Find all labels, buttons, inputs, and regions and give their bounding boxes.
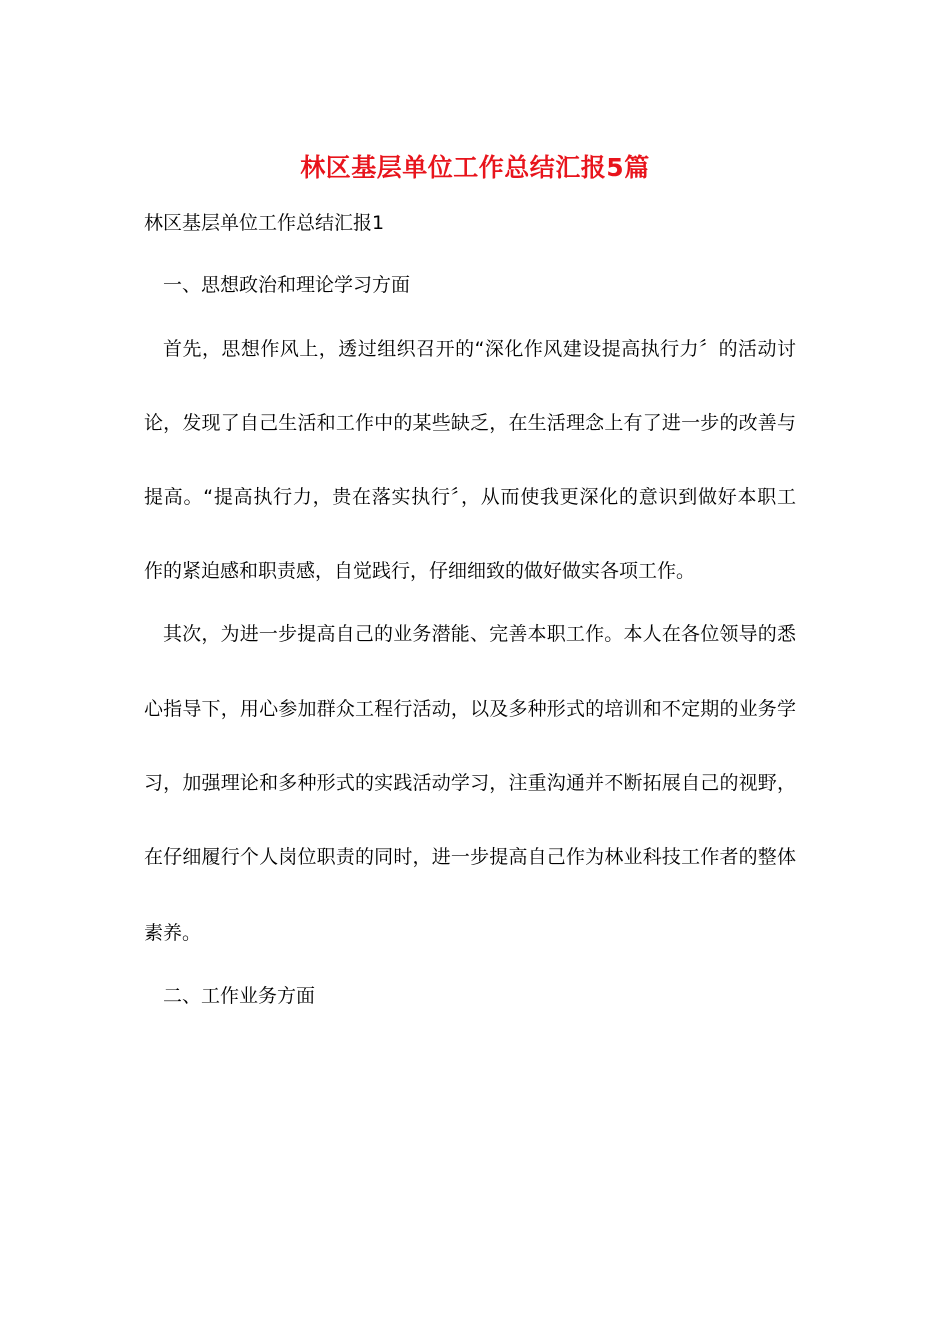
paragraph-line: 习，加强理论和多种形式的实践活动学习，注重沟通并不断拓展自己的视野， xyxy=(144,772,796,794)
paragraph-line: 论，发现了自己生活和工作中的某些缺乏，在生活理念上有了进一步的改善与 xyxy=(144,412,796,434)
paragraph-line: 心指导下，用心参加群众工程行活动，以及多种形式的培训和不定期的业务学 xyxy=(144,698,796,720)
paragraph-line: 首先，思想作风上，透过组织召开的“深化作风建设提高执行力〞的活动讨 xyxy=(163,338,796,360)
section-subtitle: 林区基层单位工作总结汇报1 xyxy=(144,212,385,234)
paragraph-line: 其次，为进一步提高自己的业务潜能、完善本职工作。本人在各位领导的悉 xyxy=(163,623,796,645)
heading-2: 二、工作业务方面 xyxy=(163,985,316,1007)
paragraph-line: 在仔细履行个人岗位职责的同时，进一步提高自己作为林业科技工作者的整体 xyxy=(144,846,796,868)
paragraph-line: 作的紧迫感和职责感，自觉践行，仔细细致的做好做实各项工作。 xyxy=(144,560,696,582)
paragraph-line: 素养。 xyxy=(144,922,202,944)
paragraph-line: 提高。“提高执行力，贵在落实执行〞，从而使我更深化的意识到做好本职工 xyxy=(144,486,796,508)
heading-1: 一、思想政治和理论学习方面 xyxy=(163,274,411,296)
document-title: 林区基层单位工作总结汇报5篇 xyxy=(300,153,650,182)
